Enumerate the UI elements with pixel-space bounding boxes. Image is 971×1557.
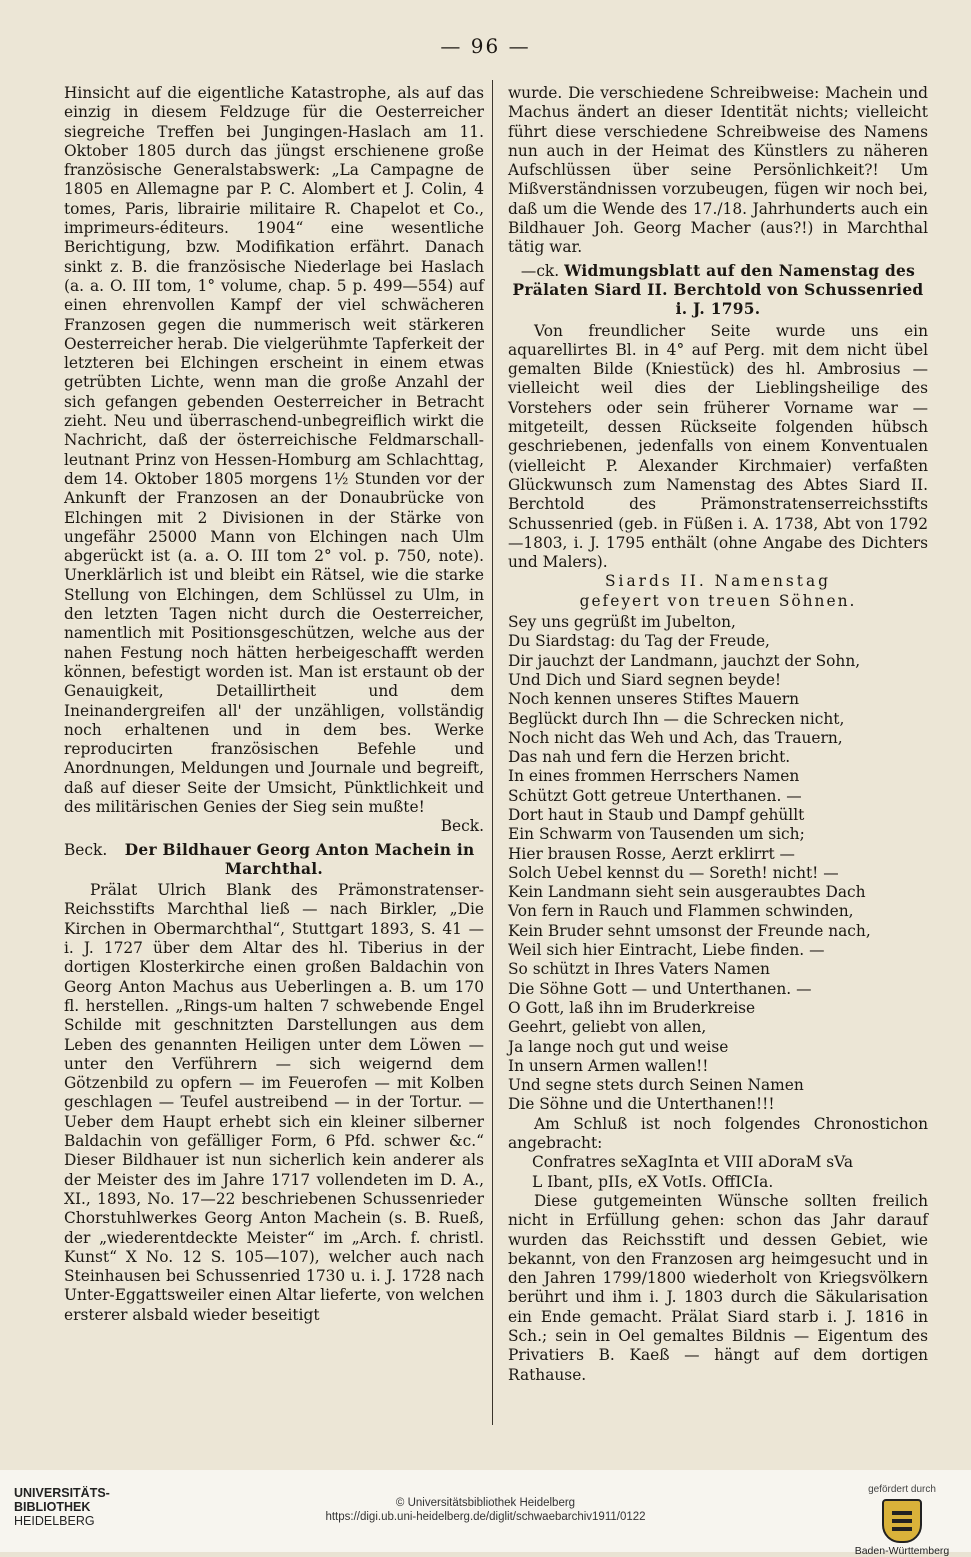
copyright-block <box>0 1496 971 1524</box>
poem-line: Solch Uebel kennst du — Soreth! nicht! — <box>508 863 839 882</box>
poem-line: Schützt Gott getreue Unterthanen. — <box>508 786 802 805</box>
poem-line: So schützt in Ihres Vaters Namen <box>508 960 770 979</box>
library-logo-line: UNIVERSITÄTS- <box>14 1486 110 1500</box>
right-paragraph-2: Von freundlicher Seite wurde uns ein aquarellirtes Bl. in 4° auf Perg. mit dem nicht übel gemalten Bilde (Kniestück) des hl. Ambrosius — vielleicht weil dies der Lieblingsheilige des Vorstehers oder sein früherer Vorname war — mitgeteilt, dessen Rückseite folgenden hübsch geschriebenen, jedenfalls von einem Konventualen (vielleicht P. Alexander Kirchmaier) verfaßten Glückwunsch zum Namenstag des Abtes Siard II. Berchtold des Prämonstratenserreichsstifts Schussenried (geb. in Füßen i. A. 1738, Abt von 1792—1803, i. J. 1795 enthält (ohne Angabe des Dichters und Malers). <box>508 321 928 572</box>
right-paragraph-4: Diese gutgemeinten Wünsche sollten freilich nicht in Erfüllung gehen: schon das Jahr darauf wurden das Reichsstift und dessen Gebiet, wie bekannt, von den Franzosen arg heimgesucht und in den Jahren 1799/1800 wiederholt von Kriegsvölkern berührt und ihm i. J. 1803 durch die Säkularisation ein Ende gemacht. Prälat Siard starb i. J. 1816 in Sch.; sein in Oel gemaltes Bildnis — Eigentum des Privatiers B. Kaeß — hängt auf dem dortigen Rathause. <box>508 1191 928 1384</box>
page-number: — 96 — <box>440 34 531 58</box>
signature-beck: Beck. <box>440 817 484 836</box>
poem-subtitle: gefeyert von treuen Söhnen. <box>579 591 857 610</box>
chronostichon-line-1: Confratres seXagInta et VIII aDoraM sVa <box>532 1153 854 1172</box>
poem-line: In eines frommen Herrschers Namen <box>508 767 800 786</box>
poem-line: Die Söhne und die Unterthanen!!! <box>508 1095 775 1114</box>
poem-line: Noch nicht das Weh und Ach, das Trauern, <box>508 728 843 747</box>
column-divider <box>492 80 493 1425</box>
heading-title: Widmungsblatt auf den Namenstag des Prälaten Siard II. Berchtold von Schussenried i. J. 1795. <box>512 261 924 319</box>
right-paragraph-1: wurde. Die verschiedene Schreibweise: Machein und Machus ändert an dieser Identität nichts; vielleicht führt diese verschiedene Schreibweise des Namens nun auch in der Heimat des Künstlers zu näheren Aufschlüssen über seine Persönlichkeit?! Um Mißverständnissen vorzubeugen, fügen wir noch bei, daß um die Wende des 17./18. Jahrhunderts auch ein Bildhauer Joh. Georg Macher (aus?!) in Marchthal tätig war. <box>508 84 928 257</box>
funder-name: Baden-Württemberg <box>854 1545 950 1557</box>
funder-block[interactable] <box>847 1484 957 1557</box>
heading-title: Der Bildhauer Georg Anton Machein in Marchthal. <box>124 840 475 878</box>
poem-line: Hier brausen Rosse, Aerzt erklirrt — <box>508 844 795 863</box>
heading-prefix: —ck. <box>520 261 560 280</box>
poem-line: Von fern in Rauch und Flammen schwinden, <box>508 902 854 921</box>
coat-of-arms-icon <box>882 1499 922 1543</box>
poem-line: Dort haut in Staub und Dampf gehüllt <box>508 805 805 824</box>
viewer-footer <box>0 1470 971 1557</box>
poem-line: Und Dich und Siard segnen beyde! <box>508 670 782 689</box>
poem-title: Siards II. Namenstag <box>605 572 831 591</box>
poem-line: Sey uns gegrüßt im Jubelton, <box>508 613 736 632</box>
left-column <box>64 84 484 1325</box>
poem-line: Beglückt durch Ihn — die Schrecken nicht, <box>508 709 845 728</box>
poem-line: Du Siardstag: du Tag der Freude, <box>508 632 770 651</box>
library-logo-line: HEIDELBERG <box>14 1514 95 1528</box>
chronostichon-line-2: L Ibant, pIIs, eX VotIs. OffICIa. <box>532 1172 774 1191</box>
left-paragraph-1: Hinsicht auf die eigentliche Katastrophe, als auf das einzig in diesem Feldzuge für die Oesterreicher siegreiche Treffen bei Jungingen-Haslach am 11. Oktober 1805 durch das jüngst erschienene große französische Generalstabswerk: „La Campagne de 1805 en Allemagne par P. C. Alombert et J. Colin, 4 tomes, Paris, librairie militaire R. Chapelot et Co., imprimeurs-éditeurs. 1904“ eine wesentliche Berichtigung, bzw. Modifikation erfährt. Danach sinkt z. B. die französische Niederlage bei Haslach (a. a. O. III tom, 1° volume, chap. 5 p. 499—554) auf einen ehrenvollen Kampf der viel schwächeren Franzosen gegen die nummerisch weit stärkeren Oesterreicher herab. Die vielgerühmte Tapferkeit der letzteren bei Elchingen erscheint in einem etwas getrübten Lichte, wenn man die große Anzahl der sich gefangen gebenden Oesterreicher in Betracht zieht. Neu und überraschend-unbegreiflich wirkt die Nachricht, daß der österreichische Feldmarschall-leutnant Prinz von Hessen-Homburg am Schlachttag, dem 14. Oktober 1805 morgens 1½ Stunden vor der Ankunft der Franzosen an der Donaubrücke von Elchingen mit 2 Divisionen in der Stärke von ungefähr 25000 Mann von Elchingen nach Ulm abgerückt ist (a. a. O. III tom 2° vol. p. 750, note). Unerklärlich ist und bleibt ein Rätsel, wie die starke Stellung von Elchingen, dem Schlüssel zu Ulm, in den letzten Tagen nicht durch die Oesterreicher, namentlich mit Positionsgeschützen, welche aus der nahen Festung noch hätten herbeigeschafft werden können, befestigt worden ist. Man ist erstaunt ob der Genauigkeit, Detaillirtheit und dem Ineinandergreifen all' der unzähligen, vollständig noch erhaltenen und in dem bes. Werke reproducirten französischen Befehle und Anordnungen, Meldungen und Journale und begreift, daß auf dieser Seite der Umsicht, Pünktlichkeit und des militärischen Genies der Sieg sein mußte! <box>64 84 484 816</box>
copyright-text: © Universitätsbibliothek Heidelberg <box>395 1497 576 1509</box>
poem-line: Die Söhne Gott — und Unterthanen. — <box>508 979 812 998</box>
left-paragraph-2: Prälat Ulrich Blank des Prämonstratenser-Reichsstifts Marchthal ließ — nach Birkler, „Die Kirchen in Obermarchthal“, Stuttgart 1893, S. 41 — i. J. 1727 über dem Altar des hl. Tiberius in der dortigen Klosterkirche einen großen Baldachin von Georg Anton Machus aus Ueberlingen a. B. um 170 fl. herstellen. „Rings-um halten 7 schwebende Engel Schilde mit geschnitzten Darstellungen aus dem Leben des genannten Heiligen unter dem Löwen — unter den Verführern — sich weigernd dem Götzenbild zu opfern — im Feuerofen — mit Kolben geschlagen — Teufel austreibend — in der Tortur. — Ueber dem Haupt erhebt sich ein kleiner silberner Baldachin von gefälliger Form, 6 Pfd. schwer &c.“ Dieser Bildhauer ist nun sicherlich kein anderer als der Meister des im Jahre 1717 vollendeten im D. A., XI., 1893, No. 17—22 beschriebenen Schussenrieder Chorstuhlwerkes Georg Anton Machein (s. B. Rueß, der „wiederentdeckte Meister“ im „Arch. f. christl. Kunst“ X No. 12 S. 105—107), welcher auch nach Steinhausen bei Schussenried 1730 u. i. J. 1728 nach Unter-Eggattsweiler einen Altar lieferte, von welchen ersterer alsbald wieder beseitigt <box>64 881 484 1324</box>
poem-line: Das nah und fern die Herzen bricht. <box>508 748 791 767</box>
funded-by-label: gefördert durch <box>868 1484 936 1495</box>
poem-line: Und segne stets durch Seinen Namen <box>508 1076 804 1095</box>
poem-line: In unsern Armen wallen!! <box>508 1056 709 1075</box>
right-column <box>508 84 928 1385</box>
poem-line: Noch kennen unseres Stiftes Mauern <box>508 690 800 709</box>
heading-author: Beck. <box>64 840 108 859</box>
library-logo-line: BIBLIOTHEK <box>14 1500 91 1514</box>
permalink-url[interactable]: https://digi.ub.uni-heidelberg.de/diglit/schwaebarchiv1911/0122 <box>325 1511 646 1523</box>
poem-line: Ja lange noch gut und weise <box>508 1037 729 1056</box>
poem-line: Dir jauchzt der Landmann, jauchzt der Sohn, <box>508 651 861 670</box>
poem-line: O Gott, laß ihn im Bruderkreise <box>508 998 756 1017</box>
poem-line: Geehrt, geliebt von allen, <box>508 1018 707 1037</box>
article-heading-widmungsblatt <box>508 262 928 320</box>
poem-line: Weil sich hier Eintracht, Liebe finden. — <box>508 941 825 960</box>
poem-line: Kein Landmann sieht sein ausgeraubtes Dach <box>508 883 866 902</box>
poem-line: Kein Bruder sehnt umsonst der Freunde nach, <box>508 921 871 940</box>
right-paragraph-3: Am Schluß ist noch folgendes Chronostichon angebracht: <box>508 1114 928 1153</box>
article-heading-machein <box>64 841 484 880</box>
poem <box>508 613 928 1115</box>
poem-line: Ein Schwarm von Tausenden um sich; <box>508 825 805 844</box>
